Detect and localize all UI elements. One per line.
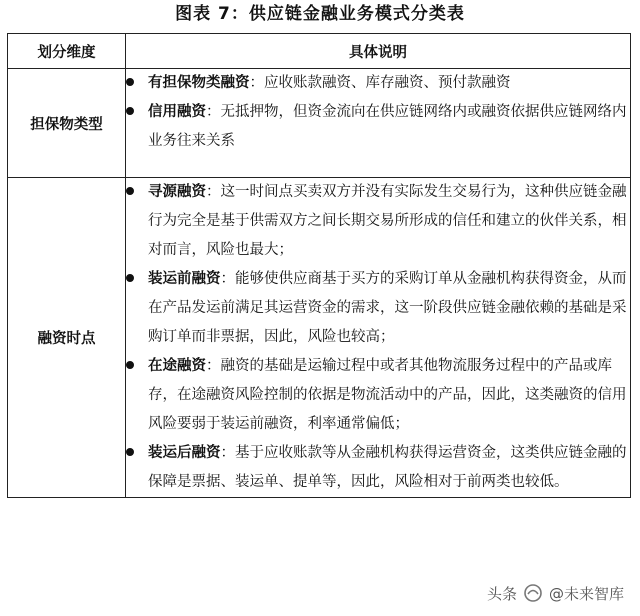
- item-separator: ：: [220, 445, 235, 461]
- list-item: [126, 439, 630, 497]
- item-separator: ：: [206, 184, 221, 200]
- row-label: 担保物类型: [8, 69, 126, 178]
- item-description: 基于应收账款等从金融机构获得运营资金，这类供应链金融的保障是票据、装运单、提单等，因此，风险相对于前两类也较低。: [148, 445, 627, 490]
- item-separator: ：: [220, 271, 235, 287]
- bullet-icon: [126, 361, 134, 369]
- list-item: [126, 178, 630, 265]
- item-term: 信用融资: [148, 104, 206, 120]
- item-term: 装运前融资: [148, 271, 221, 287]
- header-dimension: 划分维度: [8, 34, 126, 69]
- row-label: 融资时点: [8, 178, 126, 498]
- header-description: 具体说明: [126, 34, 631, 69]
- row-content: [126, 69, 631, 178]
- item-description: 能够使供应商基于买方的采购订单从金融机构获得资金，从而在产品发运前满足其运营资金的需求，这一阶段供应链金融依赖的基础是采购订单而非票据，因此，风险也较高；: [148, 271, 627, 345]
- item-term: 有担保物类融资: [148, 75, 250, 91]
- bullet-icon: [126, 274, 134, 282]
- item-description: 融资的基础是运输过程中或者其他物流服务过程中的产品或库存，在途融资风险控制的依据是物流活动中的产品，因此，这类融资的信用风险要弱于装运前融资，利率通常偏低；: [148, 358, 627, 432]
- item-term: 在途融资: [148, 358, 206, 374]
- list-item: [126, 98, 630, 156]
- item-description: 应收账款融资、库存融资、预付款融资: [264, 75, 511, 91]
- item-separator: ：: [206, 104, 221, 120]
- table-row: [8, 178, 631, 498]
- row-content: [126, 178, 631, 498]
- watermark-prefix: 头条: [486, 584, 517, 603]
- watermark: [483, 578, 628, 608]
- table-title: 图表 7：供应链金融业务模式分类表: [175, 4, 465, 24]
- item-separator: ：: [206, 358, 221, 374]
- item-description: 无抵押物，但资金流向在供应链网络内或融资依据供应链网络内业务往来关系: [148, 104, 627, 149]
- list-item: [126, 69, 630, 98]
- bullet-icon: [126, 187, 134, 195]
- watermark-name: @未来智库: [548, 584, 624, 603]
- bullet-icon: [126, 448, 134, 456]
- item-term: 寻源融资: [148, 184, 206, 200]
- item-description: 这一时间点买卖双方并没有实际发生交易行为，这种供应链金融行为完全是基于供需双方之间长期交易所形成的信任和建立的伙伴关系，相对而言，风险也最大；: [148, 184, 627, 258]
- item-term: 装运后融资: [148, 445, 221, 461]
- classification-table: [7, 33, 631, 498]
- list-item: [126, 352, 630, 439]
- list-item: [126, 265, 630, 352]
- watermark-logo-icon: [523, 583, 543, 603]
- item-separator: ：: [249, 75, 264, 91]
- bullet-icon: [126, 78, 134, 86]
- bullet-icon: [126, 107, 134, 115]
- table-row: [8, 69, 631, 178]
- table-header-row: [8, 34, 631, 69]
